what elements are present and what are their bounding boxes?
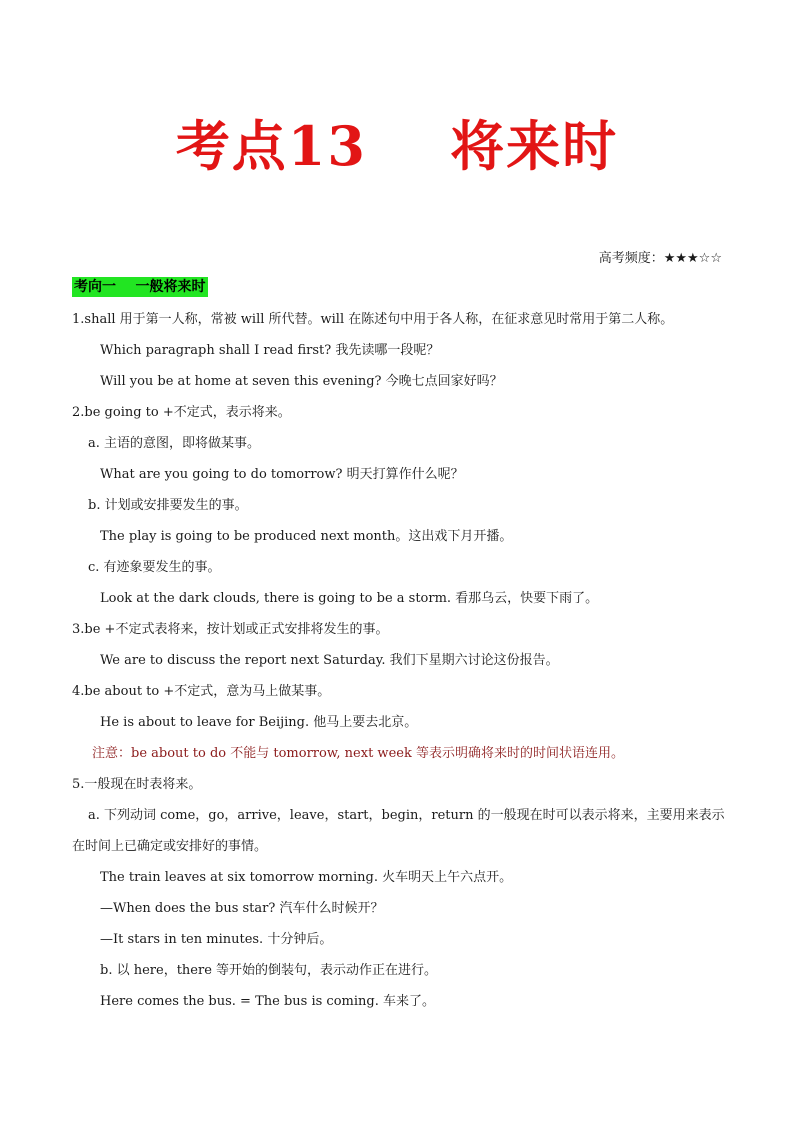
example-10: —It stars in ten minutes. 十分钟后。 [100, 932, 333, 947]
example-11: Here comes the bus. = The bus is coming. 车来了。 [100, 994, 435, 1009]
rule-2: 2.be going to +不定式，表示将来。 [72, 405, 291, 420]
sub-rule-5a-continued: 在时间上已确定或安排好的事情。 [72, 839, 268, 854]
frequency-label: 高考频度： [598, 251, 664, 266]
example-6: We are to discuss the report next Saturday. 我们下星期六讨论这份报告。 [100, 653, 559, 668]
sub-rule-2c: c. 有迹象要发生的事。 [88, 560, 221, 575]
frequency-rating [599, 247, 722, 266]
page-title: 考点13 将来时 [175, 114, 619, 178]
star-rating: ★★★☆☆ [663, 251, 722, 266]
sub-rule-2b: b. 计划或安排要发生的事。 [88, 498, 248, 513]
example-1: Which paragraph shall I read first? 我先读哪一段呢？ [100, 343, 440, 358]
example-3: What are you going to do tomorrow? 明天打算作什么呢？ [100, 467, 464, 482]
example-9: —When does the bus star? 汽车什么时候开？ [100, 901, 384, 916]
section-heading: 考向一 一般将来时 [74, 279, 206, 295]
rule-5: 5.一般现在时表将来。 [72, 777, 202, 792]
sub-rule-5a: a. 下列动词 come，go，arrive，leave，start，begin，return 的一般现在时可以表示将来，主要用来表示 [88, 808, 725, 823]
example-8: The train leaves at six tomorrow morning. 火车明天上午六点开。 [100, 870, 513, 885]
sub-rule-2a: a. 主语的意图，即将做某事。 [88, 436, 261, 451]
rule-4: 4.be about to +不定式，意为马上做某事。 [72, 684, 331, 699]
sub-rule-5b: b. 以 here，there 等开始的倒装句，表示动作正在进行。 [100, 963, 438, 978]
note: 注意：be about to do 不能与 tomorrow, next week 等表示明确将来时的时间状语连用。 [92, 746, 624, 761]
rule-1: 1.shall 用于第一人称，常被 will 所代替。will 在陈述句中用于各人称，在征求意见时常用于第二人称。 [72, 312, 674, 327]
rule-3: 3.be +不定式表将来，按计划或正式安排将发生的事。 [72, 622, 389, 637]
content-body [72, 277, 725, 1017]
example-4: The play is going to be produced next month。这出戏下月开播。 [100, 529, 513, 544]
example-2: Will you be at home at seven this evening? 今晚七点回家好吗？ [100, 374, 503, 389]
example-7: He is about to leave for Beijing. 他马上要去北京。 [100, 715, 418, 730]
example-5: Look at the dark clouds, there is going to be a storm. 看那乌云，快要下雨了。 [100, 591, 599, 606]
